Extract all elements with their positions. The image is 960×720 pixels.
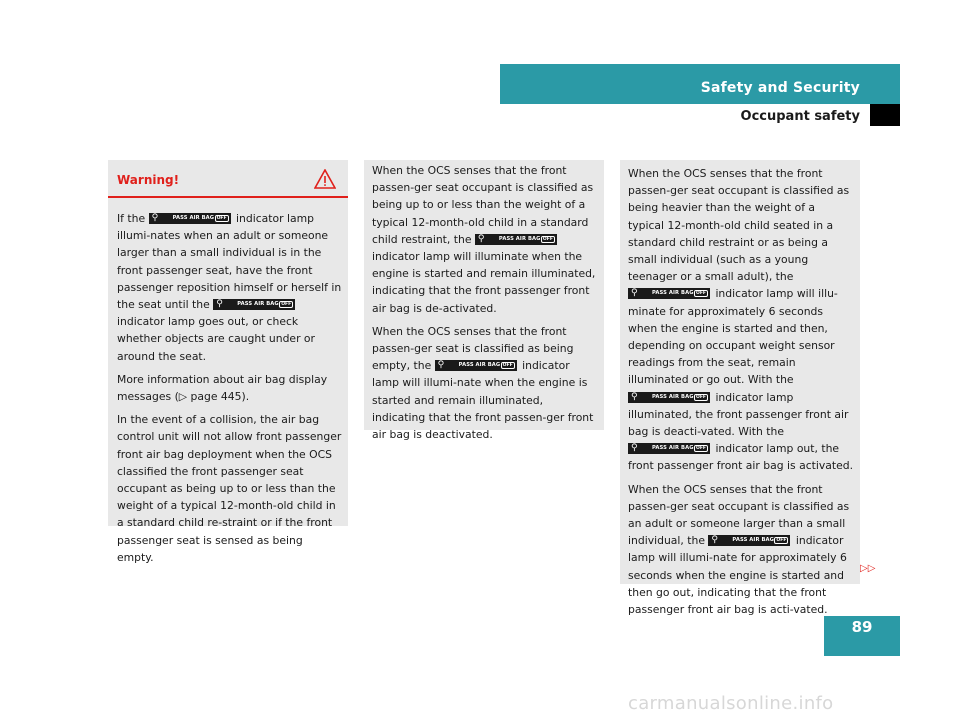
corner-block xyxy=(870,104,900,126)
seat-occupant-icon: ⚲ xyxy=(151,213,159,223)
warning-triangle-icon xyxy=(314,169,336,189)
section-title: Safety and Security xyxy=(700,80,860,96)
continue-marker: ▷▷ xyxy=(860,563,876,574)
pass-air-bag-off-indicator: ⚲ PASS AIR BAG OFF xyxy=(213,299,295,310)
seat-occupant-icon: ⚲ xyxy=(631,288,638,299)
warning-paragraph-3: In the event of a collision, the air bag control unit will not allow front passenger front air bag deployment when the OCS classified the front passenger seat occupant as being up to or less than the weight of a typical 12-month-old child in a standard child re-straint or if the front passenger seat is sensed as being empty. xyxy=(117,413,342,564)
pass-air-bag-off-indicator: ⚲ PASS AIR BAG OFF xyxy=(708,535,790,546)
page-number: 89 xyxy=(851,618,873,636)
seat-occupant-icon: ⚲ xyxy=(631,391,638,402)
subsection-title: Occupant safety xyxy=(740,109,860,124)
pass-air-bag-off-indicator: ⚲ PASS AIR BAG OFF xyxy=(475,234,557,245)
warning-title: Warning! xyxy=(117,173,180,187)
column2-paragraph-2: When the OCS senses that the front passen-ger seat is classified as being empty, the ⚲ PASS AIR BAG OFF indicator lamp will illumi-nate when the engine is started and remain illuminated, indicating that the front passen-ger front air bag is deactivated. xyxy=(372,324,594,442)
pass-air-bag-off-indicator: ⚲ PASS AIR BAG OFF xyxy=(149,213,231,224)
seat-occupant-icon: ⚲ xyxy=(711,535,719,546)
warning-paragraph-1: If the ⚲ PASS AIR BAG OFF indicator lamp illumi-nates when an adult or someone larger than a small individual is in the front passenger seat, have the front passenger reposition himself or herself in the seat until the ⚲ PASS AIR BAG OFF indicator lamp goes out, or check whether objects are caught under or around the seat. xyxy=(117,212,342,363)
text-column-3 xyxy=(620,160,860,617)
warning-header xyxy=(108,160,348,198)
column3-paragraph-2: When the OCS senses that the front passen-ger seat occupant is classified as an adult or someone larger than a small individual, the ⚲ PASS AIR BAG OFF indicator lamp will illumi-nate for approximately 6 seconds when the engine is started and then go out, indicating that the front passenger front air bag is acti-vated. xyxy=(628,482,850,617)
watermark: carmanualsonline.info xyxy=(628,693,834,714)
warning-paragraph-2: More information about air bag display messages (▷ page 445). xyxy=(117,372,328,404)
seat-occupant-icon: ⚲ xyxy=(216,299,223,310)
seat-occupant-icon: ⚲ xyxy=(631,443,638,454)
column3-paragraph-1: When the OCS senses that the front passen-ger seat occupant is classified as being heavier than the weight of a typical 12-month-old child seated in a standard child restraint or as being a small individual (such as a young teenager or a small adult), the ⚲ PASS AIR BAG OFF indicator lamp will illu-minate for approximately 6 seconds when the engine is started and then, depending on occupant weight sensor readings from the seat, remain illuminated or go out. With the ⚲ PASS AIR BAG OFF indicator lamp illuminated, the front passenger front air bag is deacti-vated. With the ⚲ PASS AIR BAG OFF indicator lamp out, the front passenger front air bag is activated. xyxy=(628,167,854,473)
warning-box xyxy=(108,160,348,564)
pass-air-bag-off-indicator: ⚲ PASS AIR BAG OFF xyxy=(435,360,517,371)
seat-occupant-icon: ⚲ xyxy=(477,233,485,244)
seat-occupant-icon: ⚲ xyxy=(437,360,445,371)
pass-air-bag-off-indicator: ⚲ PASS AIR BAG OFF xyxy=(628,288,710,299)
text-column-2 xyxy=(364,160,604,442)
pass-air-bag-off-indicator: ⚲ PASS AIR BAG OFF xyxy=(628,443,710,454)
column2-paragraph-1: When the OCS senses that the front passen-ger seat occupant is classified as being up to or less than the weight of a typical 12-month-old child in a standard child restraint, the ⚲ PASS AIR BAG OFF indicator lamp will illuminate when the engine is started and remain illuminated, indicating that the front passenger front air bag is de-activated. xyxy=(372,164,596,315)
pass-air-bag-off-indicator: ⚲ PASS AIR BAG OFF xyxy=(628,392,710,403)
